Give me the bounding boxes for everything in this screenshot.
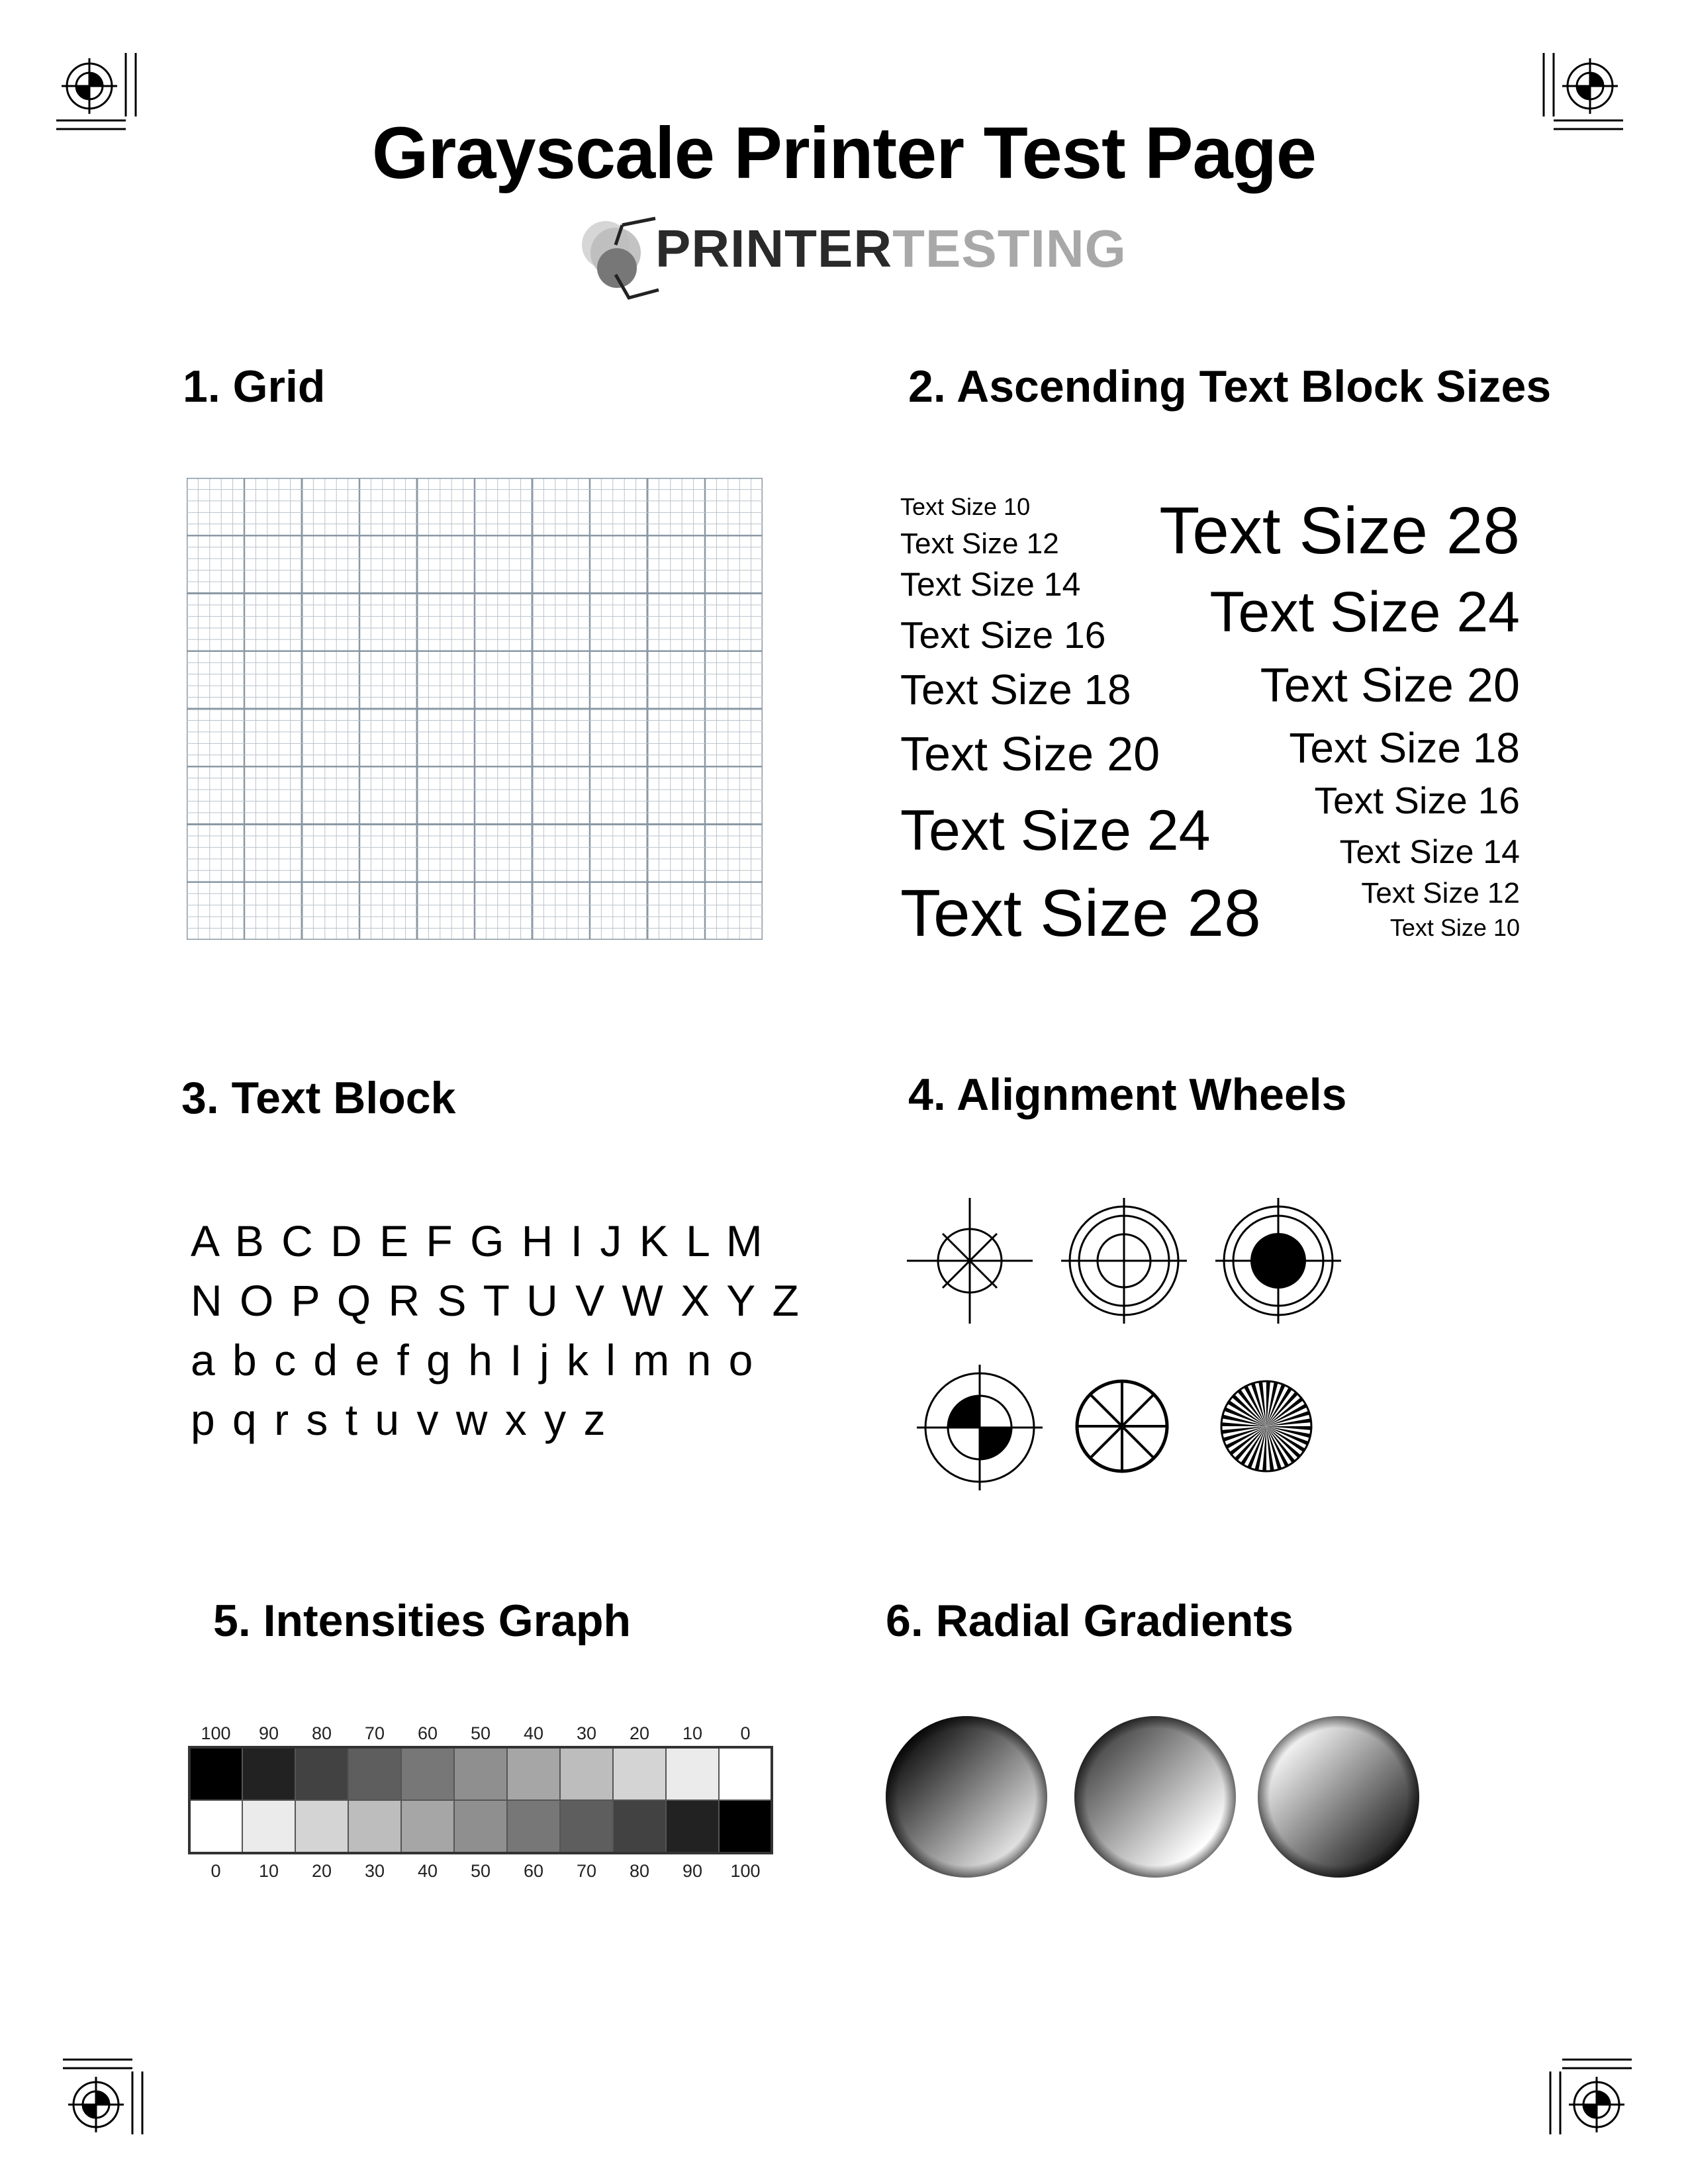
text-size-sample: Text Size 20 [900, 728, 1160, 781]
intensity-label-bottom: 0 [211, 1861, 221, 1880]
intensity-graph [187, 1721, 776, 1883]
intensity-swatch-top [189, 1747, 242, 1800]
intensity-label-bottom: 10 [258, 1861, 279, 1880]
intensity-swatch-top [613, 1747, 666, 1800]
intensity-label-bottom: 50 [470, 1861, 491, 1880]
intensity-swatch-top [348, 1747, 401, 1800]
text-size-sample: Text Size 14 [900, 566, 1081, 603]
intensity-swatch-bottom [454, 1800, 507, 1853]
text-size-sample: Text Size 12 [900, 527, 1059, 560]
intensity-swatch-top [401, 1747, 454, 1800]
intensity-swatch-bottom [560, 1800, 613, 1853]
section-heading-text-sizes: 2. Ascending Text Block Sizes [908, 361, 1552, 412]
intensity-label-top: 20 [629, 1723, 650, 1743]
text-size-sample: Text Size 10 [900, 493, 1031, 520]
intensity-swatch-top [242, 1747, 295, 1800]
intensity-label-top: 60 [417, 1723, 438, 1743]
intensity-label-bottom: 60 [523, 1861, 544, 1880]
logo-wordmark: PRINTERTESTING [655, 219, 1127, 278]
intensity-swatch-top [295, 1747, 348, 1800]
text-size-sample: Text Size 16 [900, 614, 1106, 657]
alignment-wheel-double-ring [1061, 1198, 1187, 1324]
text-size-sample: Text Size 12 [1361, 877, 1520, 909]
radial-gradients [880, 1707, 1436, 1896]
intensity-label-bottom: 80 [629, 1861, 650, 1880]
intensity-label-top: 90 [258, 1723, 279, 1743]
alignment-wheel-starburst [1217, 1377, 1316, 1476]
intensity-swatch-bottom [401, 1800, 454, 1853]
grid-graphic [187, 478, 763, 940]
text-size-sample: Text Size 18 [900, 666, 1131, 713]
intensity-label-bottom: 20 [311, 1861, 332, 1880]
brand-logo [576, 212, 1125, 304]
text-size-sample: Text Size 28 [1159, 494, 1520, 568]
alignment-wheel-spokes [1066, 1370, 1178, 1482]
intensity-swatch-top [560, 1747, 613, 1800]
text-size-sample: Text Size 24 [900, 799, 1211, 862]
alignment-wheel-solid-center [1215, 1198, 1341, 1324]
intensity-swatch-top [666, 1747, 719, 1800]
intensity-label-top: 0 [740, 1723, 751, 1743]
uppercase-line-2: N O P Q R S T U V W X Y Z [191, 1276, 802, 1325]
radial-gradient-disc-3 [1258, 1716, 1419, 1878]
alignment-wheel-crosshair [907, 1198, 1033, 1324]
logo-circles-icon [576, 212, 662, 304]
text-size-sample: Text Size 24 [1209, 580, 1520, 644]
lowercase-line-1: a b c d e f g h I j k l m n o [191, 1336, 756, 1385]
grid-chart [187, 478, 763, 943]
text-size-sample: Text Size 20 [1260, 659, 1520, 712]
intensity-swatch-bottom [719, 1800, 772, 1853]
intensity-label-bottom: 100 [730, 1861, 761, 1880]
radial-gradient-disc-2 [1074, 1716, 1236, 1878]
starburst-wedge [1221, 1422, 1266, 1426]
section-heading-alignment: 4. Alignment Wheels [908, 1069, 1347, 1120]
intensity-swatch-bottom [507, 1800, 560, 1853]
intensity-label-top: 50 [470, 1723, 491, 1743]
text-size-sample: Text Size 18 [1289, 724, 1520, 772]
text-size-sample: Text Size 16 [1314, 780, 1520, 822]
intensity-swatch-top [507, 1747, 560, 1800]
intensity-swatch-bottom [242, 1800, 295, 1853]
intensity-swatch-bottom [348, 1800, 401, 1853]
starburst-wedge [1266, 1426, 1311, 1430]
intensity-label-bottom: 90 [682, 1861, 703, 1880]
text-size-sample: Text Size 10 [1389, 914, 1520, 941]
uppercase-line-1: A B C D E F G H I J K L M [191, 1216, 765, 1265]
intensity-swatch-bottom [666, 1800, 719, 1853]
intensity-label-top: 10 [682, 1723, 703, 1743]
radial-gradient-disc-1 [886, 1716, 1047, 1878]
lowercase-line-2: p q r s t u v w x y z [191, 1395, 608, 1444]
intensity-label-bottom: 40 [417, 1861, 438, 1880]
section-heading-grid: 1. Grid [183, 361, 326, 412]
intensity-swatch-bottom [189, 1800, 242, 1853]
section-heading-intensities: 5. Intensities Graph [213, 1596, 632, 1646]
section-heading-radial: 6. Radial Gradients [886, 1596, 1293, 1646]
intensity-label-top: 80 [311, 1723, 332, 1743]
intensity-swatch-bottom [295, 1800, 348, 1853]
intensity-swatch-top [719, 1747, 772, 1800]
intensity-label-top: 40 [523, 1723, 544, 1743]
page-title: Grayscale Printer Test Page [371, 113, 1317, 194]
intensity-label-top: 100 [201, 1723, 231, 1743]
intensity-label-bottom: 70 [576, 1861, 597, 1880]
registration-mark-bottom-right [1542, 2052, 1635, 2138]
section-heading-text-block: 3. Text Block [181, 1073, 456, 1123]
alphabet-text-block [191, 1211, 802, 1449]
text-size-sample: Text Size 28 [900, 876, 1261, 950]
intensity-swatch-top [454, 1747, 507, 1800]
intensity-label-bottom: 30 [364, 1861, 385, 1880]
intensity-swatch-bottom [613, 1800, 666, 1853]
intensity-label-top: 70 [364, 1723, 385, 1743]
starburst-wedge [1262, 1426, 1266, 1471]
text-size-sample: Text Size 14 [1339, 833, 1520, 870]
alignment-wheel-quadrant [917, 1365, 1043, 1490]
registration-mark-bottom-left [60, 2052, 152, 2138]
starburst-wedge [1266, 1381, 1270, 1426]
intensity-label-top: 30 [576, 1723, 597, 1743]
